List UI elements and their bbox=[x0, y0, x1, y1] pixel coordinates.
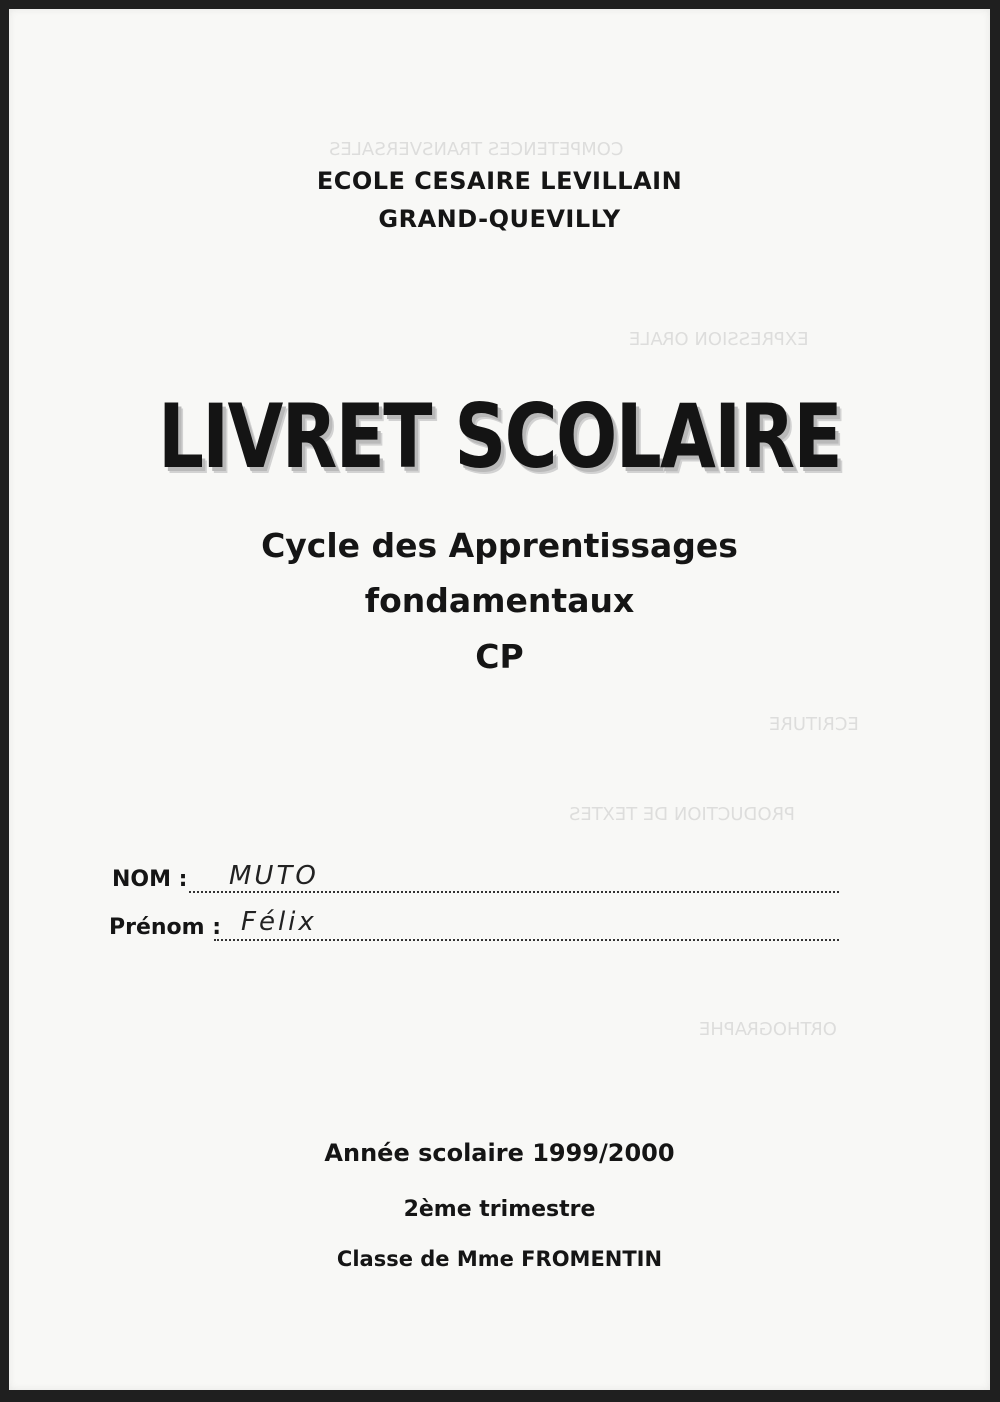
nom-dotted-line bbox=[189, 891, 839, 893]
show-through-texture: EXPRESSION ORALE bbox=[629, 329, 809, 350]
prenom-label: Prénom : bbox=[109, 915, 222, 940]
prenom-value: Félix bbox=[241, 907, 317, 937]
teacher-class: Classe de Mme FROMENTIN bbox=[336, 1247, 663, 1271]
prenom-dotted-line bbox=[214, 939, 839, 941]
nom-value: MUTO bbox=[229, 861, 319, 891]
school-name: ECOLE CESAIRE LEVILLAIN bbox=[316, 167, 683, 195]
term: 2ème trimestre bbox=[403, 1197, 596, 1222]
document-page bbox=[9, 9, 990, 1390]
show-through-texture: ECRITURE bbox=[769, 714, 859, 735]
class-level: CP bbox=[475, 637, 524, 676]
cycle-line-2: fondamentaux bbox=[364, 581, 635, 620]
show-through-texture: PRODUCTION DE TEXTES bbox=[569, 804, 795, 825]
show-through-texture: ORTHOGRAPHE bbox=[699, 1019, 837, 1040]
cycle-line-1: Cycle des Apprentissages bbox=[261, 526, 738, 565]
nom-label: NOM : bbox=[112, 867, 188, 892]
show-through-texture: COMPETENCES TRANSVERSALES bbox=[329, 139, 624, 160]
school-city: GRAND-QUEVILLY bbox=[378, 205, 621, 233]
school-year: Année scolaire 1999/2000 bbox=[324, 1139, 675, 1167]
document-title: LIVRET SCOLAIRE bbox=[157, 385, 842, 488]
